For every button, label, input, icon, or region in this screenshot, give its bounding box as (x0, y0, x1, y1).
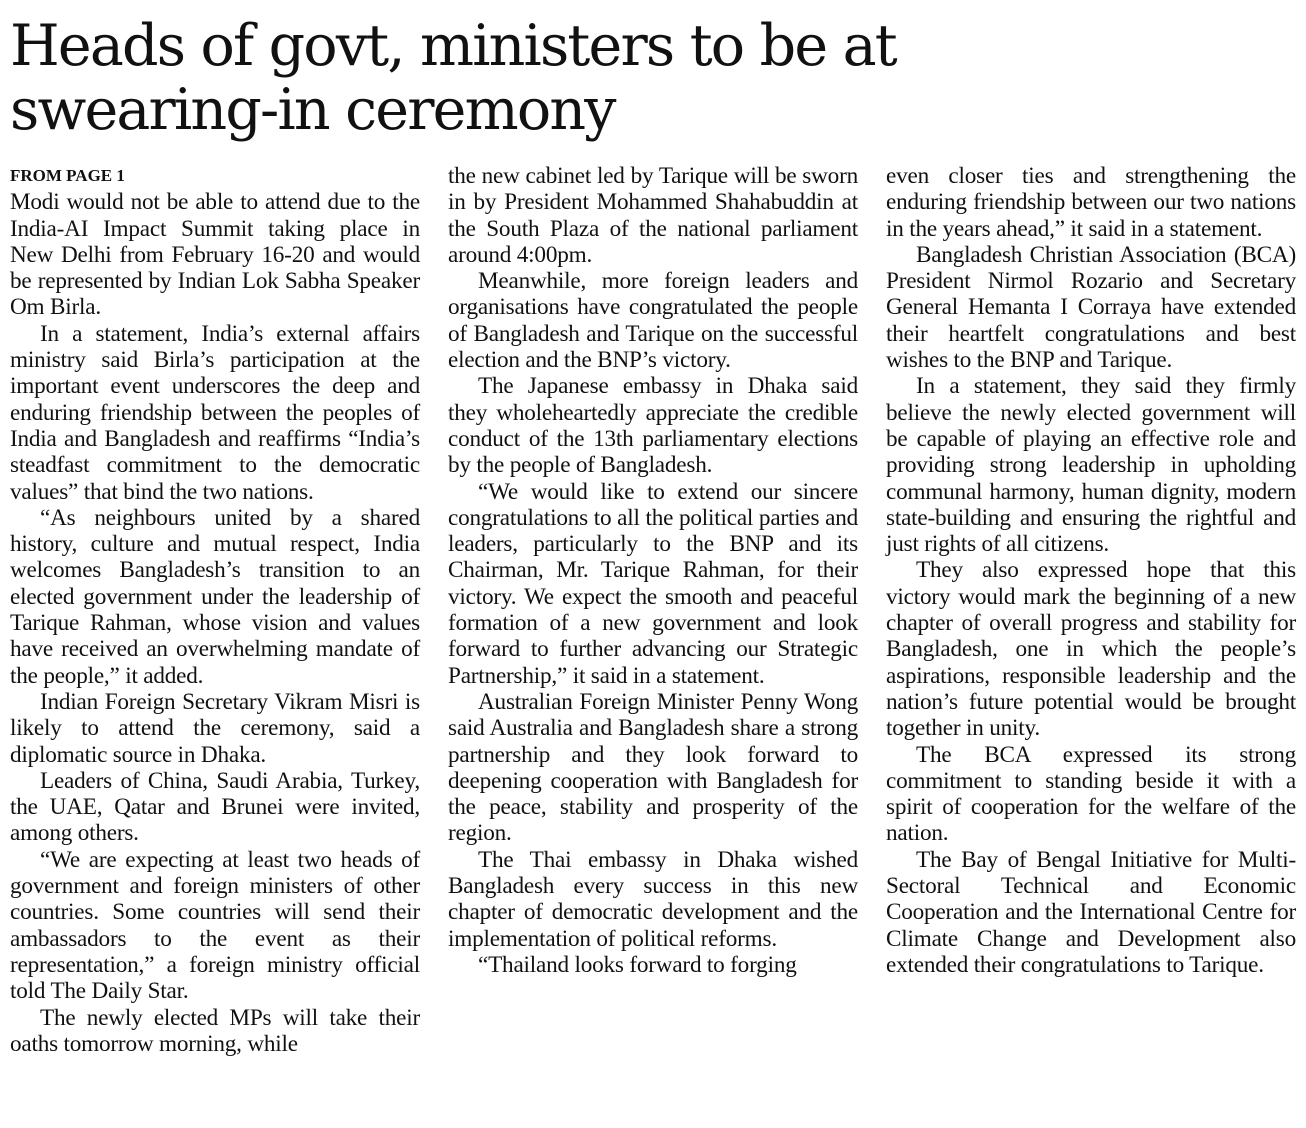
headline (10, 14, 1300, 142)
paragraph: In a statement, they said they firmly believe the newly elected government will be capable of playing an effective role and providing strong leadership in upholding communal harmony, human dignity, modern state-building and ensuring the rightful and just rights of all citizens. (886, 373, 1296, 558)
paragraph: Modi would not be able to attend due to the India-AI Impact Summit taking place in New Delhi from February 16-20 and would be represented by Indian Lok Sabha Speaker Om Birla. (10, 189, 420, 321)
paragraph: Indian Foreign Secretary Vikram Misri is likely to attend the ceremony, said a diplomatic source in Dhaka. (10, 688, 420, 768)
paragraph: The Thai embassy in Dhaka wished Bangladesh every success in this new chapter of democratic development and the implementation of political reforms. (448, 846, 858, 952)
paragraph: The Japanese embassy in Dhaka said they wholeheartedly appreciate the credible conduct of the 13th parliamentary elections by the people of Bangladesh. (448, 373, 858, 479)
paragraph: the new cabinet led by Tarique will be sworn in by President Mohammed Shahabuddin at the South Plaza of the national parliament around 4:00pm. (448, 163, 858, 268)
paragraph: Meanwhile, more foreign leaders and organisations have congratulated the people of Bangladesh and Tarique on the successful election and the BNP’s victory. (448, 268, 858, 374)
article-column-3 (886, 163, 1296, 978)
paragraph: Australian Foreign Minister Penny Wong said Australia and Bangladesh share a strong partnership and they look forward to deepening cooperation with Bangladesh for the peace, stability and prosperity of the region. (448, 688, 858, 847)
article-column-1 (10, 163, 420, 1057)
paragraph: “Thailand looks forward to forging (478, 951, 797, 978)
paragraph: Bangladesh Christian Association (BCA) President Nirmol Rozario and Secretary General Hemanta I Corraya have extended their heartfelt congratulations and best wishes to the BNP and Tarique. (886, 241, 1296, 374)
article-column-2 (448, 163, 858, 978)
paragraph: They also expressed hope that this victory would mark the beginning of a new chapter of overall progress and stability for Bangladesh, one in which the people’s aspirations, responsible leadership and the nation’s future potential would be brought together in unity. (886, 557, 1296, 742)
paragraph: The Bay of Bengal Initiative for Multi-Sectoral Technical and Economic Cooperation and the International Centre for Climate Change and Development also extended their congratulations to Tarique. (886, 846, 1296, 978)
paragraph: Leaders of China, Saudi Arabia, Turkey, the UAE, Qatar and Brunei were invited, among others. (10, 767, 420, 847)
paragraph: “We are expecting at least two heads of government and foreign ministers of other countries. Some countries will send their ambassadors to the event as their representation,” a foreign ministry official told The Daily Star. (10, 846, 420, 1005)
paragraph: “We would like to extend our sincere congratulations to all the political parties and leaders, particularly to the BNP and its Chairman, Mr. Tarique Rahman, for their victory. We expect the smooth and peaceful formation of a new government and look forward to further advancing our Strategic Partnership,” it said in a statement. (448, 478, 858, 689)
paragraph: “As neighbours united by a shared history, culture and mutual respect, India welcomes Bangladesh’s transition to an elected government under the leadership of Tarique Rahman, whose vision and values have received an overwhelming mandate of the people,” it added. (10, 504, 420, 689)
paragraph: even closer ties and strengthening the enduring friendship between our two nations in the years ahead,” it said in a statement. (886, 163, 1296, 242)
paragraph: In a statement, India’s external affairs ministry said Birla’s participation at the important event underscores the deep and enduring friendship between the peoples of India and Bangladesh and reaffirms “India’s steadfast commitment to the democratic values” that bind the two nations. (10, 320, 420, 505)
headline-line-2: swearing-in ceremony (10, 77, 615, 143)
paragraph: The BCA expressed its strong commitment to standing beside it with a spirit of cooperation for the welfare of the nation. (886, 741, 1296, 847)
continuation-kicker: FROM PAGE 1 (10, 166, 125, 185)
paragraph: The newly elected MPs will take their oaths tomorrow morning, while (10, 1004, 420, 1057)
headline-line-1: Heads of govt, ministers to be at (10, 13, 896, 79)
